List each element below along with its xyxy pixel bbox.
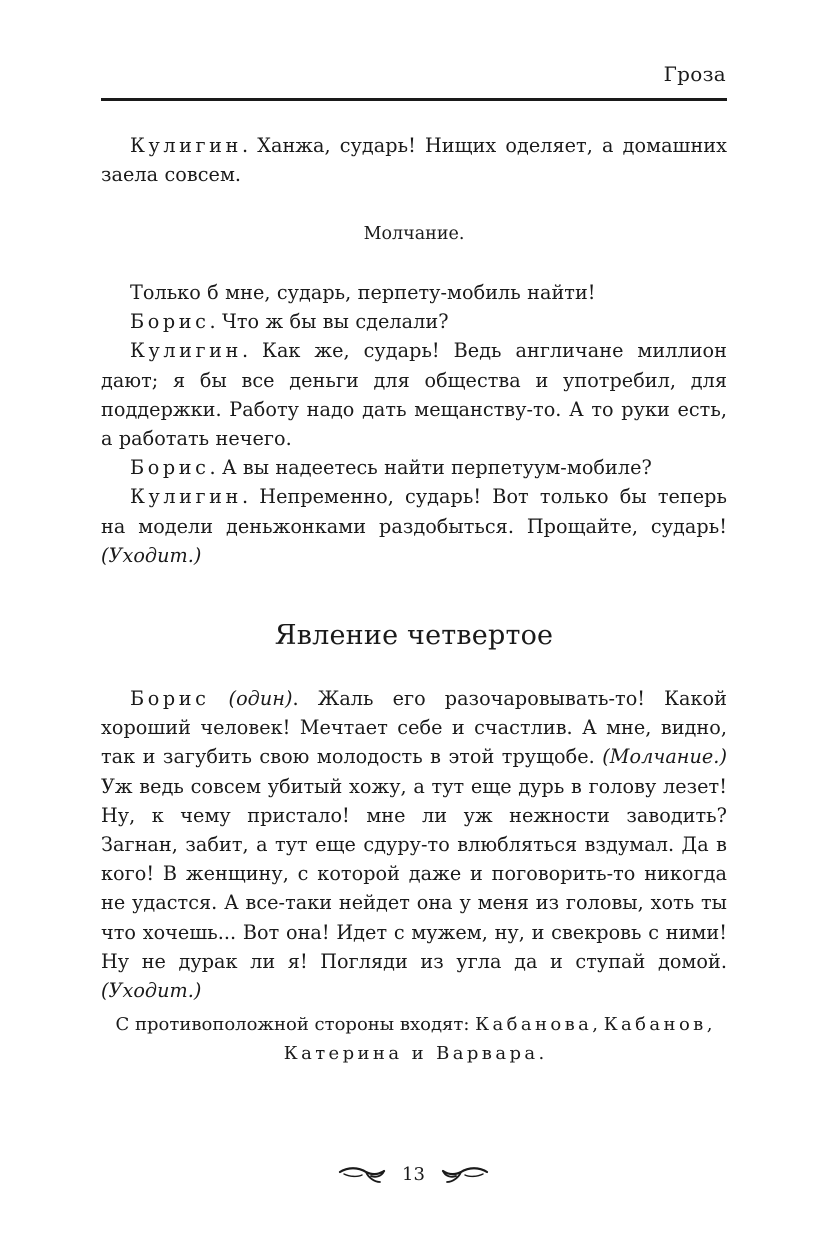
- speaker-name: Борис: [130, 310, 210, 334]
- scene-title: Явление четвертое: [274, 620, 554, 651]
- separator: ,: [706, 1014, 713, 1035]
- speaker-name: Кулигин: [130, 485, 242, 509]
- speaker-name: Борис: [130, 456, 210, 480]
- speech-text: . Ханжа, сударь! Нищих оделяет, а домашних заела совсем.: [101, 134, 727, 187]
- stage-note-exit: (Уходит.): [101, 543, 202, 567]
- dialogue-block-top: [101, 131, 727, 189]
- paragraph-kuligin-2: Только б мне, сударь, перпету-мобиль найти!: [130, 281, 596, 304]
- separator: ,: [592, 1014, 604, 1035]
- speech-text: Уж ведь совсем убитый хожу, а тут еще дурь в голову лезет! Ну, к чему пристало! мне ли уж нежности заводить? Загнан, забит, а тут еще сдуру-то влюбляться вздумал. Да в кого! В женщину, с которой даже и поговорить-то никогда не удастся. А все-таки нейдет она у меня из головы, хоть ты что хочешь... Вот она! Идет с мужем, ну, и свекровь с ними! Ну не дурак ли я! Погляди из угла да и ступай домой.: [101, 774, 727, 973]
- dialogue-block-main: [101, 278, 727, 570]
- stage-note-alone: (один): [228, 687, 293, 710]
- character-name: Кабанова: [475, 1014, 593, 1035]
- running-head: Гроза: [663, 62, 726, 86]
- speech-text: . А вы надеетесь найти перпетуум-мобиле?: [209, 456, 652, 480]
- stage-direction-text: С противоположной стороны входят:: [115, 1014, 476, 1035]
- speech-text: . Жаль его разочаровывать-то! Какой хороший человек! Мечтает себе и счастлив. А мне, видно, так и загубить свою молодость в этой трущобе.: [101, 687, 727, 769]
- speech-text: . Как же, сударь! Ведь англичане миллион дают; я бы все деньги для общества и употребил, для поддержки. Работу надо дать мещанству-то. А то руки есть, а работать нечего.: [101, 339, 727, 451]
- speech-text: . Непременно, сударь! Вот только бы теперь на модели деньжонками раздобыться. Прощайте, сударь!: [101, 485, 727, 538]
- character-name: Кабанов: [603, 1014, 707, 1035]
- stage-note-exit: (Уходит.): [101, 979, 202, 1003]
- stage-note-silence: (Молчание.): [602, 745, 727, 769]
- paragraph-boris-2: [101, 453, 727, 482]
- character-name: Катерина: [283, 1043, 403, 1064]
- flourish-right-icon: [439, 1163, 489, 1185]
- paragraph-boris-monologue: [101, 684, 727, 1005]
- flourish-left-icon: [338, 1163, 388, 1185]
- paragraph-kuligin-1: [101, 131, 727, 189]
- remark-block: [101, 224, 727, 244]
- header-rule: [101, 98, 727, 101]
- paragraph-boris-1: [101, 307, 727, 336]
- monologue-block: [101, 684, 727, 1005]
- stage-direction-entrance: [101, 1010, 727, 1068]
- period: .: [538, 1043, 545, 1064]
- paragraph-kuligin-4: [101, 482, 727, 570]
- page-footer: [0, 1163, 827, 1185]
- character-name: Варвара: [436, 1043, 539, 1064]
- stage-remark-silence: Молчание.: [363, 224, 465, 244]
- speech-text: . Что ж бы вы сделали?: [209, 310, 449, 334]
- page-number: 13: [402, 1163, 425, 1185]
- conjunction: и: [402, 1043, 437, 1064]
- speaker-name: Кулигин: [130, 339, 242, 363]
- speaker-name: Кулигин: [130, 134, 242, 157]
- paragraph-kuligin-3: [101, 336, 727, 453]
- speaker-name: Борис: [130, 687, 210, 710]
